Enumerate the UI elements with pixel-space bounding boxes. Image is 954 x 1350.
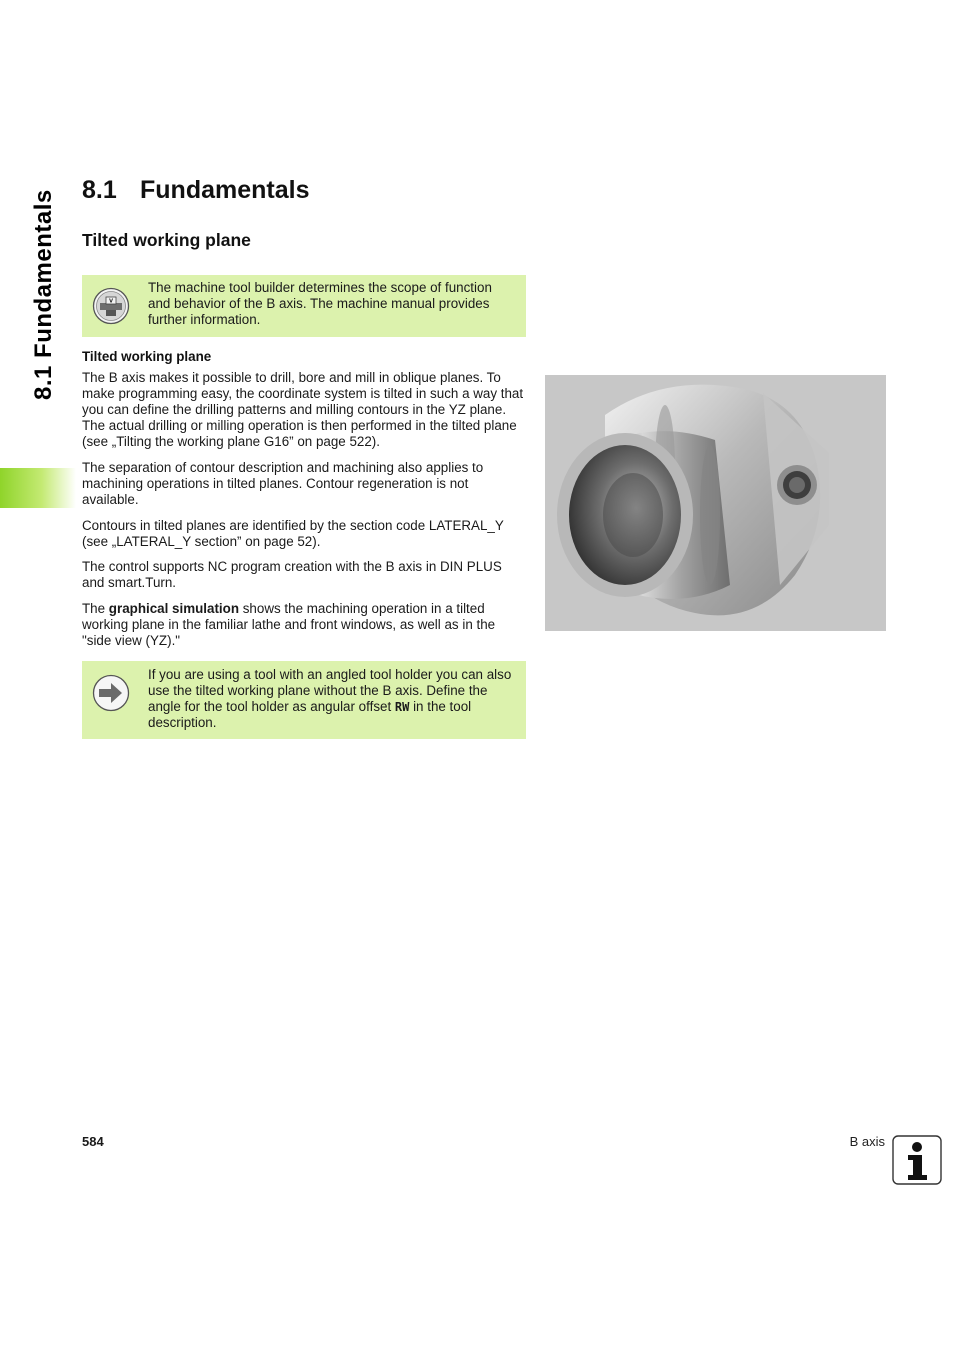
tip-text: If you are using a tool with an angled tool holder you can also use the tilted working plane without the B axis. Define the angle for the tool holder as angular offset — [148, 667, 512, 714]
chapter-tab-marker — [0, 468, 76, 508]
paragraph-lateral-y: Contours in tilted planes are identified by the section code LATERAL_Y (see „LATERAL_Y section” on page 52). — [82, 518, 504, 549]
info-icon — [892, 1135, 942, 1185]
workpiece-photo — [545, 375, 886, 631]
page-number: 584 — [82, 1134, 104, 1149]
paragraph-graphical-simulation — [82, 601, 526, 649]
code-rw: RW — [394, 700, 410, 714]
paragraph-b-axis-intro: The B axis makes it possible to drill, bore and mill in oblique planes. To make programming easy, the coordinate system is tilted in such a way that you can define the drilling patterns and milling contours in the YZ plane. The actual drilling or milling operation is then performed in the tilted plane (see „Tilting the working plane G16” on page 522). — [82, 370, 524, 449]
tip-note-text — [148, 667, 516, 731]
arrow-right-icon — [92, 674, 130, 712]
section-number: 8.1 — [82, 176, 117, 204]
footer-section-label: B axis — [849, 1134, 885, 1149]
workpiece-illustration — [545, 375, 886, 631]
paragraph-text: The — [82, 601, 109, 616]
machine-note-box — [82, 275, 526, 337]
chapter-sidebar-title — [24, 178, 60, 408]
section-title: Fundamentals — [140, 176, 310, 204]
bold-term: graphical simulation — [108, 601, 240, 616]
subheading: Tilted working plane — [82, 230, 251, 250]
tip-text: in the tool description. — [148, 699, 472, 730]
paragraph-nc-program: The control supports NC program creation with the B axis in DIN PLUS and smart.Turn. — [82, 559, 502, 590]
section-heading: Tilted working plane — [82, 349, 212, 364]
paragraph-text: shows the machining operation in a tilted working plane in the familiar lathe and front windows, as well as in the "side view (YZ)." — [82, 601, 496, 648]
paragraph-contour-separation: The separation of contour description and machining also applies to machining operations in tilted planes. Contour regeneration is not available. — [82, 460, 484, 507]
svg-text:V: V — [109, 298, 113, 305]
machine-tool-icon — [92, 287, 130, 325]
machine-note-text: The machine tool builder determines the scope of function and behavior of the B axis. The machine manual provides further information. — [148, 280, 492, 327]
page-title — [82, 176, 309, 205]
tip-note-box — [82, 661, 526, 739]
chapter-sidebar-label: 8.1 Fundamentals — [30, 189, 57, 400]
